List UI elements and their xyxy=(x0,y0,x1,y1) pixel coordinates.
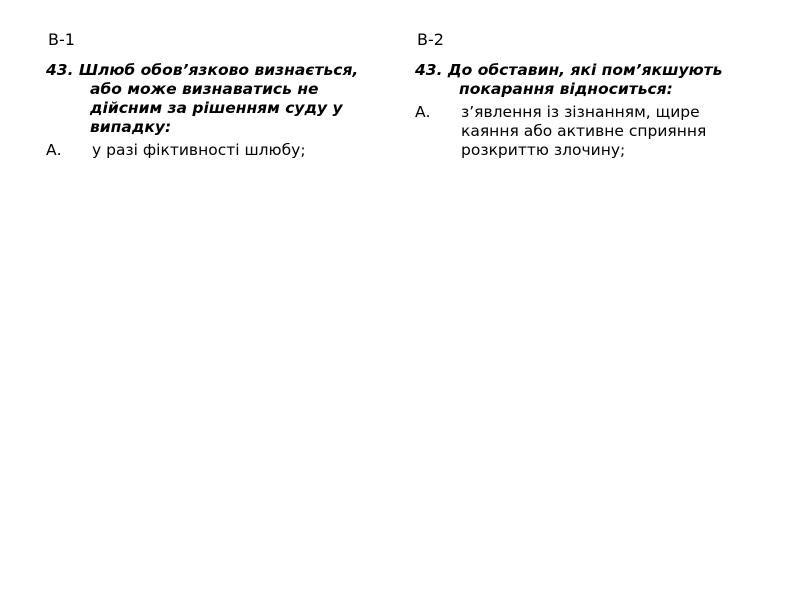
variant-2-answer-text: з’явлення із зізнанням, щире каяння або активне сприяння розкриттю злочину; xyxy=(461,103,707,159)
variant-1-label: В-1 xyxy=(48,30,75,49)
variant-1-answer-text: у разі фіктивності шлюбу; xyxy=(92,141,306,159)
variant-2-question: 43. До обставин, які пом’якшують покарання відноситься: xyxy=(415,61,723,98)
variant-1-answer-letter: А. xyxy=(46,141,62,159)
variant-1-question: 43. Шлюб обов’язково визнається, або може визнаватись не дійсним за рішенням суду у випадку: xyxy=(46,61,359,136)
variant-1-answer xyxy=(46,141,376,160)
variant-2-column xyxy=(415,30,760,160)
variant-2-label: В-2 xyxy=(417,30,444,49)
variant-2-answer-letter: А. xyxy=(415,103,431,121)
variant-2-answer xyxy=(415,103,760,160)
variant-1-column xyxy=(46,30,376,160)
